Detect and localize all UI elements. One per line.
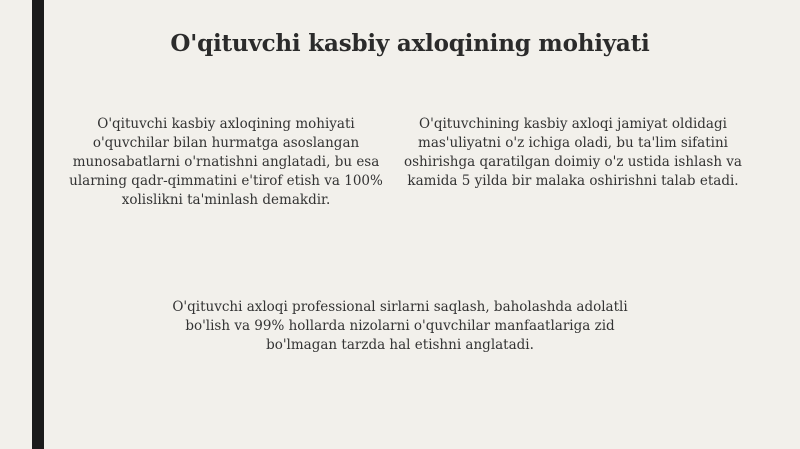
paragraph-right: O'qituvchining kasbiy axloqi jamiyat oldidagi mas'uliyatni o'z ichiga oladi, bu ta'lim sifatini oshirishga qaratilgan doimiy o'z ustida ishlash va kamida 5 yilda bir malaka oshirishni talab etadi. [404,116,742,189]
paragraph-bottom: O'qituvchi axloqi professional sirlarni saqlash, baholashda adolatli bo'lish va 99% hollarda nizolarni o'quvchilar manfaatlariga zid bo'lmagan tarzda hal etishni anglatadi. [172,299,628,353]
left-accent-bar [32,0,44,449]
slide-title: O'qituvchi kasbiy axloqining mohiyati [170,30,650,57]
paragraph-left: O'qituvchi kasbiy axloqining mohiyati o'quvchilar bilan hurmatga asoslangan munosabatlarni o'rnatishni anglatadi, bu esa ularning qadr-qimmatini e'tirof etish va 100% xolislikni ta'minlash demakdir. [69,116,383,208]
